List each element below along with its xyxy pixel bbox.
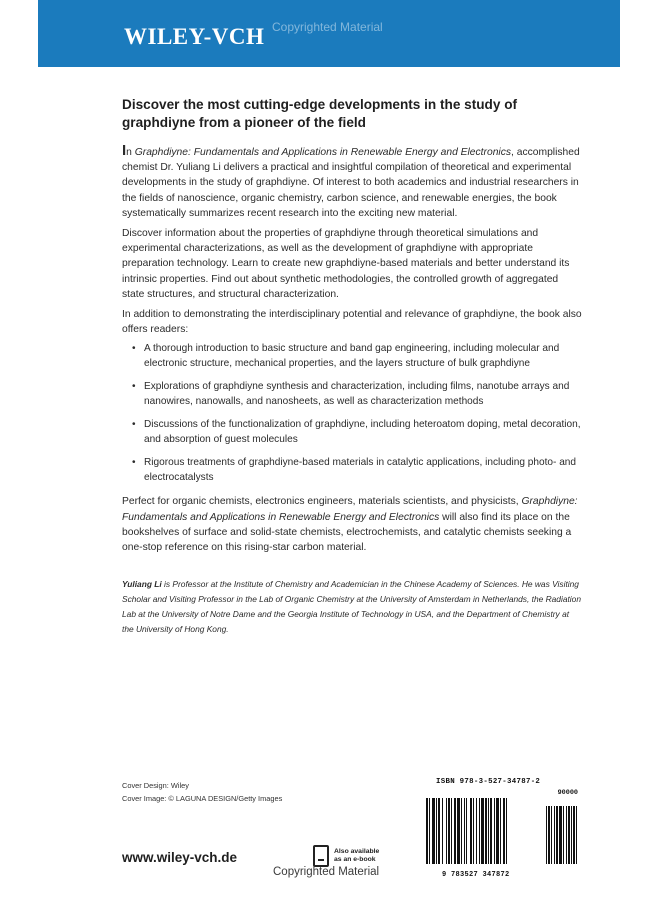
author-name: Yuliang Li	[122, 579, 162, 590]
barcode-bar	[481, 798, 484, 864]
barcode-addon-bar	[551, 806, 552, 864]
headline: Discover the most cutting-edge developments in the study of graphdiyne from a pioneer of the field	[122, 97, 518, 130]
barcode-bar	[466, 798, 467, 864]
ebook-notice	[313, 845, 386, 867]
barcode-addon-bar	[576, 806, 577, 864]
barcode-bar	[485, 798, 487, 864]
cover-design-credit: Cover Design: Wiley	[122, 781, 189, 790]
intro-book-title: Graphdiyne: Fundamentals and Applications in Renewable Energy and Electronics	[134, 147, 512, 158]
barcode-bar	[479, 798, 480, 864]
barcode-addon-bar	[554, 806, 555, 864]
barcode-addon-bar	[566, 806, 567, 864]
publisher-website: www.wiley-vch.de	[122, 850, 238, 865]
barcode-bar	[436, 798, 437, 864]
barcode-addon-bar	[559, 806, 562, 864]
audience-rest: will also find its place on the bookshelves of surface and solid-state chemists, electrochemists, and catalytic chemists seeking a one-stop reference on this rising-star carbon material.	[122, 511, 572, 554]
paragraph-properties: Discover information about the properties of graphdiyne through theoretical simulations and experimental characterizations, as well as the development of graphdiyne with appropriate preparation technology. Learn to create new graphdiyne-based materials and better understand its intrinsic properties. Find out about synthetic methodologies, the controlled growth of aggregated state structures, and structural characterization.	[122, 228, 570, 300]
wiley-vch-logo: WILEY-VCH	[124, 24, 265, 49]
feature-list	[122, 342, 582, 485]
intro-rest: , accomplished chemist Dr. Yuliang Li delivers a practical and insightful compilation of theoretical and experimental developments in the study of graphdiyne. Of interest to both academics and industrial researchers in the fields of nanoscience, organic chemistry, carbon science, and renewable energies, the book systematically summarizes recent research into the exciting new material.	[122, 147, 580, 219]
barcode-addon-bar	[568, 806, 570, 864]
author-bio-text: is Professor at the Institute of Chemistry and Academician in the Chinese Academy of Sciences. He was Visiting Scholar and Visiting Professor in the Lab of Organic Chemistry at the University of Amsterdam in Netherlands, the Radiation Lab at the University of Notre Dame and the Georgia Institute of Technology in USA, and the Department of Chemistry at the University of Hong Kong.	[122, 579, 581, 635]
barcode-addon-bar	[548, 806, 550, 864]
barcode-bar	[442, 798, 443, 864]
barcode-bar	[454, 798, 456, 864]
barcode-bars	[424, 798, 582, 868]
barcode-bar	[490, 798, 492, 864]
barcode-bar	[451, 798, 452, 864]
list-item: • Explorations of graphdiyne synthesis and characterization, including films, nanotube arrays and nanowires, nanowalls, and nanosheets, as well as characterization methods	[132, 380, 582, 409]
intro-lead: n	[126, 147, 135, 158]
barcode-bar	[426, 798, 428, 864]
barcode-bar	[464, 798, 465, 864]
barcode-bar	[446, 798, 447, 864]
barcode-bar	[496, 798, 499, 864]
author-bio	[122, 577, 582, 637]
barcode-bar	[457, 798, 460, 864]
isbn-barcode	[424, 778, 584, 879]
barcode-addon-bar	[556, 806, 558, 864]
barcode-addon-bar	[571, 806, 572, 864]
list-item: • A thorough introduction to basic structure and band gap engineering, including molecular and electronic structure, mechanical properties, and the layers structure of bulk graphdiyne	[132, 342, 582, 371]
copyright-watermark-top: Copyrighted Material	[272, 20, 383, 34]
barcode-bar	[506, 798, 507, 864]
price-addon: 90000	[557, 789, 578, 797]
ebook-label: Also available as an e-book	[334, 848, 380, 863]
barcode-bar	[438, 798, 440, 864]
isbn-label: ISBN 978-3-527-34787-2	[436, 778, 541, 786]
cover-image-credit: Cover Image: © LAGUNA DESIGN/Getty Images	[122, 794, 283, 803]
barcode-bar	[448, 798, 450, 864]
barcode-digits: 9 783527 347872	[442, 871, 510, 879]
barcode-addon-bar	[563, 806, 564, 864]
intro-paragraph	[122, 143, 582, 221]
barcode-bar	[432, 798, 435, 864]
list-item: • Rigorous treatments of graphdiyne-based materials in catalytic applications, including photo- and electrocatalysts	[132, 456, 582, 485]
barcode-bar	[494, 798, 495, 864]
drop-cap: I	[122, 142, 127, 159]
ebook-icon	[313, 845, 329, 867]
barcode-bar	[473, 798, 474, 864]
barcode-bar	[429, 798, 430, 864]
barcode-bar	[470, 798, 472, 864]
back-cover-text	[122, 96, 582, 642]
audience-book-title: Graphdiyne: Fundamentals and Applications in Renewable Energy and Electronics	[122, 496, 578, 523]
barcode-bar	[461, 798, 462, 864]
cover-credits	[122, 779, 282, 805]
list-item: • Discussions of the functionalization of graphdiyne, including heteroatom doping, metal decoration, and absorption of guest molecules	[132, 418, 582, 447]
paragraph-offers: In addition to demonstrating the interdisciplinary potential and relevance of graphdiyne, the book also offers readers:	[122, 309, 582, 336]
barcode-addon-bar	[573, 806, 575, 864]
barcode-addon-bar	[546, 806, 547, 864]
paragraph-audience	[122, 494, 582, 555]
barcode-bar	[488, 798, 489, 864]
barcode-bar	[503, 798, 505, 864]
audience-lead: Perfect for organic chemists, electronics engineers, materials scientists, and physicists,	[122, 496, 522, 508]
barcode-bar	[500, 798, 501, 864]
copyright-watermark-bottom: Copyrighted Material	[273, 866, 380, 878]
publisher-header	[38, 0, 620, 67]
barcode-bar	[476, 798, 477, 864]
